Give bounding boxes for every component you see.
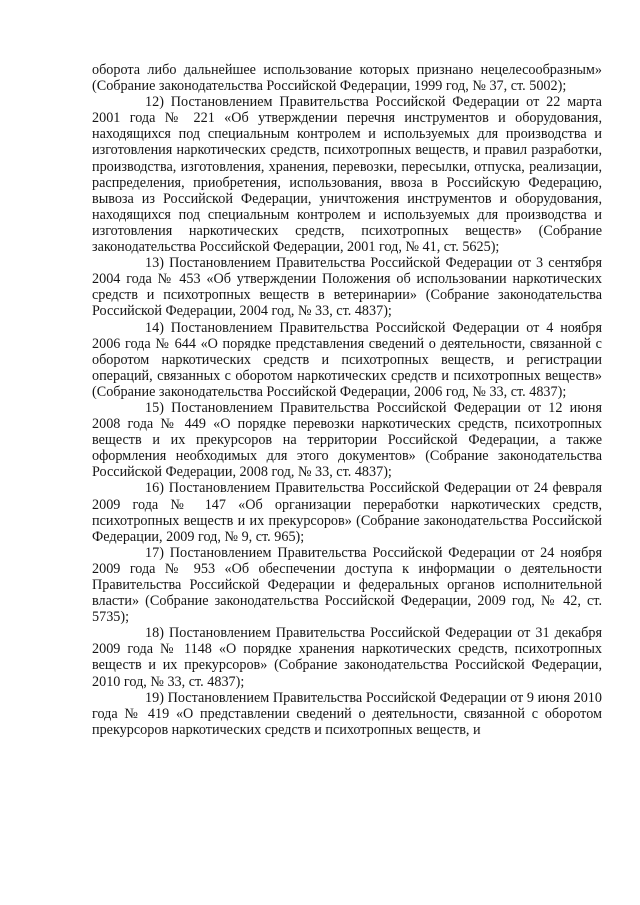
paragraph-item-17: 17) Постановлением Правительства Российской Федерации от 24 ноября 2009 года № 953 «Об обеспечении доступа к информации о деятельности Правительства Российской Федерации и федеральных органов исполнительной власти» (Собрание законодательства Российской Федерации, 2009 год, № 42, ст. 5735); [92,544,602,626]
document-page [92,62,602,738]
paragraph-item-18: 18) Постановлением Правительства Российской Федерации от 31 декабря 2009 года № 1148 «О порядке хранения наркотических средств, психотропных веществ и их прекурсоров» (Собрание законодательства Российской Федерации, 2010 год, № 33, ст. 4837); [92,625,602,690]
paragraph-item-15: 15) Постановлением Правительства Российской Федерации от 12 июня 2008 года № 449 «О порядке перевозки наркотических средств, психотропных веществ и их прекурсоров на территории Российской Федерации, а также оформления необходимых для этого документов» (Собрание законодательства Российской Федерации, 2008 год, № 33, ст. 4837); [92,399,602,481]
paragraph-continuation: оборота либо дальнейшее использование которых признано нецелесообразным» (Собрание законодательства Российской Федерации, 1999 год, № 37, ст. 5002); [92,62,602,95]
paragraph-item-12: 12) Постановлением Правительства Российской Федерации от 22 марта 2001 года № 221 «Об утверждении перечня инструментов и оборудования, находящихся под специальным контролем и используемых для производства и изготовления наркотических средств, психотропных веществ, и правил разработки, производства, изготовления, хранения, перевозки, пересылки, отпуска, реализации, распределения, приобретения, использования, ввоза в Российскую Федерацию, вывоза из Российской Федерации, уничтожения инструментов и оборудования, находящихся под специальным контролем и используемых для производства и изготовления наркотических средств, психотропных веществ» (Собрание законодательства Российской Федерации, 2001 год, № 41, ст. 5625); [92,94,602,256]
paragraph-item-14: 14) Постановлением Правительства Российской Федерации от 4 ноября 2006 года № 644 «О порядке представления сведений о деятельности, связанной с оборотом наркотических средств и психотропных веществ, и регистрации операций, связанных с оборотом наркотических средств и психотропных веществ» (Собрание законодательства Российской Федерации, 2006 год, № 33, ст. 4837); [92,319,602,400]
paragraph-item-19: 19) Постановлением Правительства Российской Федерации от 9 июня 2010 года № 419 «О представлении сведений о деятельности, связанной с оборотом прекурсоров наркотических средств и психотропных веществ, и [92,689,602,738]
paragraph-item-16: 16) Постановлением Правительства Российской Федерации от 24 февраля 2009 года № 147 «Об организации переработки наркотических средств, психотропных веществ и их прекурсоров» (Собрание законодательства Российской Федерации, 2009 год, № 9, ст. 965); [92,480,602,545]
paragraph-item-13: 13) Постановлением Правительства Российской Федерации от 3 сентября 2004 года № 453 «Об утверждении Положения об использовании наркотических средств и психотропных веществ в ветеринарии» (Собрание законодательства Российской Федерации, 2004 год, № 33, ст. 4837); [92,255,602,320]
